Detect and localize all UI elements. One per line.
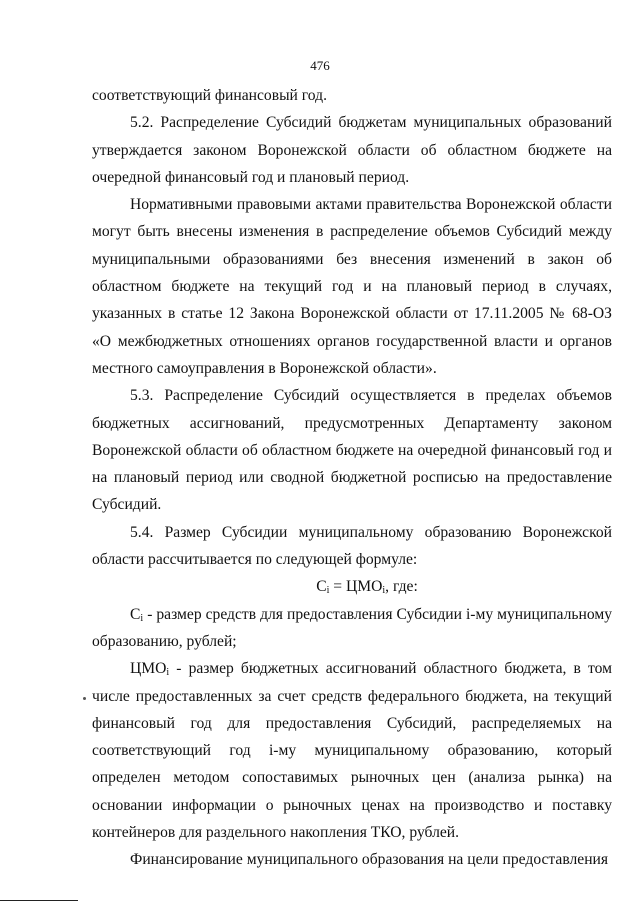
definition-ci-text: - размер средств для предоставления Субсидии i-му муниципальному образованию, рублей;: [92, 605, 612, 650]
paragraph-financing: Финансирование муниципального образования на цели предоставления: [130, 851, 609, 869]
page-number: 476: [310, 58, 330, 73]
formula: [92, 573, 612, 600]
definition-ci-symbol: C: [130, 605, 141, 623]
formula-lhs: C: [316, 578, 327, 596]
definition-cmoi-subscript: i: [166, 667, 170, 679]
formula-lhs-subscript: i: [326, 585, 330, 597]
paragraph-5-3: 5.3. Распределение Субсидий осуществляется в пределах объемов бюджетных ассигнований, предусмотренных Департаменту законом Воронежской области об областном бюджете на очередной финансовый год и на плановый период или сводной бюджетной росписью на предоставление Субсидий.: [92, 387, 612, 514]
definition-cmoi-symbol: ЦМО: [130, 660, 167, 678]
footnote-rule: [0, 900, 78, 901]
definition-cmoi: [92, 655, 612, 846]
formula-rhs-subscript: i: [382, 585, 386, 597]
definition-ci: [92, 601, 612, 656]
paragraph-5-4: 5.4. Размер Субсидии муниципальному образованию Воронежской области рассчитывается по следующей формуле:: [92, 523, 612, 569]
paragraph-5-2: 5.2. Распределение Субсидий бюджетам муниципальных образований утверждается законом Воронежской области об областном бюджете на очередной финансовый год и плановый период.: [92, 114, 612, 186]
formula-equals: = ЦМО: [329, 578, 383, 596]
formula-tail: , где:: [385, 578, 418, 596]
document-body: [92, 82, 612, 874]
scan-speck: [83, 697, 86, 700]
definition-cmoi-text: - размер бюджетных ассигнований областного бюджета, в том числе предоставленных за счет средств федерального бюджета, на текущий финансовый год для предоставления Субсидий, распределяемых на соответствующий год i-му муниципальному образованию, который определен методом сопоставимых рыночных цен (анализа рынка) на основании информации о рыночных ценах на производство и поставку контейнеров для раздельного накопления ТКО, рублей.: [92, 660, 612, 842]
definition-ci-subscript: i: [140, 612, 144, 624]
paragraph-normative-acts: Нормативными правовыми актами правительства Воронежской области могут быть внесены изменения в распределение объемов Субсидий между муниципальными образованиями без внесения изменений в закон об областном бюджете на текущий год и на плановый период в случаях, указанных в статье 12 Закона Воронежской области от 17.11.2005 № 68-ОЗ «О межбюджетных отношениях органов государственной власти и органов местного самоуправления в Воронежской области».: [92, 196, 612, 377]
paragraph-continuation: соответствующий финансовый год.: [92, 87, 327, 104]
